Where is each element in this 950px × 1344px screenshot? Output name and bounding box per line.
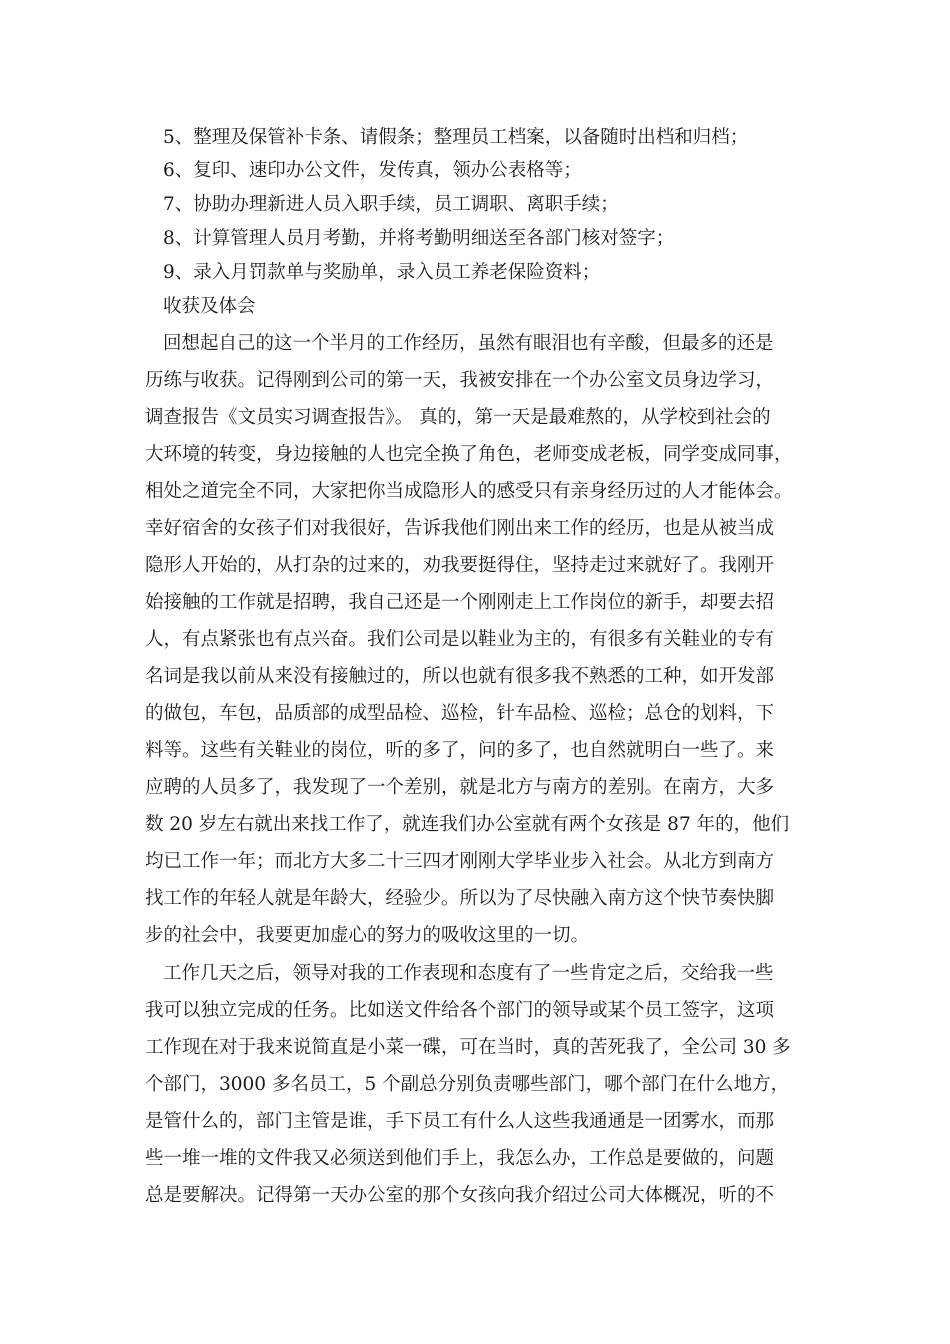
paragraph-line: 人，有点紧张也有点兴奋。我们公司是以鞋业为主的，有很多有关鞋业的专有 [145,629,775,650]
section-heading: 收获及体会 [163,296,256,317]
list-item: 5、整理及保管补卡条、请假条；整理员工档案，以备随时出档和归档； [163,127,749,148]
list-item: 6、复印、速印办公文件，发传真，领办公表格等； [163,160,582,181]
paragraph-line: 相处之道完全不同，大家把你当成隐形人的感受只有亲身经历过的人才能体会。 [145,481,793,502]
paragraph-line: 料等。这些有关鞋业的岗位，听的多了，问的多了，也自然就明白一些了。来 [145,740,775,761]
paragraph-line: 应聘的人员多了，我发现了一个差别，就是北方与南方的差别。在南方，大多 [145,777,775,798]
paragraph-line: 大环境的转变，身边接触的人也完全换了角色，老师变成老板，同学变成同事， [145,444,793,465]
paragraph-line: 些一堆一堆的文件我又必须送到他们手上，我怎么办，工作总是要做的，问题 [145,1148,775,1169]
paragraph-line: 个部门，3000 多名员工，5 个副总分别负责哪些部门，哪个部门在什么地方， [145,1074,790,1095]
paragraph-line: 的做包，车包，品质部的成型品检、巡检，针车品检、巡检；总仓的划料，下 [145,703,775,724]
paragraph-line: 我可以独立完成的任务。比如送文件给各个部门的领导或某个员工签字，这项 [145,1000,775,1021]
paragraph-line: 历练与收获。记得刚到公司的第一天，我被安排在一个办公室文员身边学习， [145,370,775,391]
paragraph-line: 调查报告《文员实习调查报告》。 真的，第一天是最难熬的，从学校到社会的 [145,407,771,428]
paragraph-line: 始接触的工作就是招聘，我自己还是一个刚刚走上工作岗位的新手，却要去招 [145,592,775,613]
paragraph-line: 回想起自己的这一个半月的工作经历，虽然有眼泪也有辛酸，但最多的还是 [163,333,774,354]
paragraph-line: 数 20 岁左右就出来找工作了，就连我们办公室就有两个女孩是 87 年的，他们 [145,814,790,835]
paragraph-line: 步的社会中，我要更加虚心的努力的吸收这里的一切。 [145,925,590,946]
paragraph-line: 是管什么的，部门主管是谁，手下员工有什么人这些我通通是一团雾水，而那 [145,1111,775,1132]
paragraph-line: 总是要解决。记得第一天办公室的那个女孩向我介绍过公司大体概况，听的不 [145,1185,775,1206]
paragraph-line: 隐形人开始的，从打杂的过来的，劝我要挺得住，坚持走过来就好了。我刚开 [145,555,775,576]
list-item: 8、计算管理人员月考勤，并将考勤明细送至各部门核对签字； [163,228,675,249]
paragraph-line: 幸好宿舍的女孩子们对我很好，告诉我他们刚出来工作的经历，也是从被当成 [145,518,775,539]
paragraph-line: 均已工作一年；而北方大多二十三四才刚刚大学毕业步入社会。从北方到南方 [145,851,775,872]
list-item: 9、录入月罚款单与奖励单，录入员工养老保险资料； [163,262,601,283]
paragraph-line: 名词是我以前从来没有接触过的，所以也就有很多我不熟悉的工种，如开发部 [145,666,775,687]
paragraph-line: 工作现在对于我来说简直是小菜一碟，可在当时，真的苦死我了，全公司 30 多 [145,1037,791,1058]
paragraph-line: 找工作的年轻人就是年龄大，经验少。所以为了尽快融入南方这个快节奏快脚 [145,888,775,909]
list-item: 7、协助办理新进人员入职手续，员工调职、离职手续； [163,194,619,215]
paragraph-line: 工作几天之后，领导对我的工作表现和态度有了一些肯定之后，交给我一些 [163,963,774,984]
